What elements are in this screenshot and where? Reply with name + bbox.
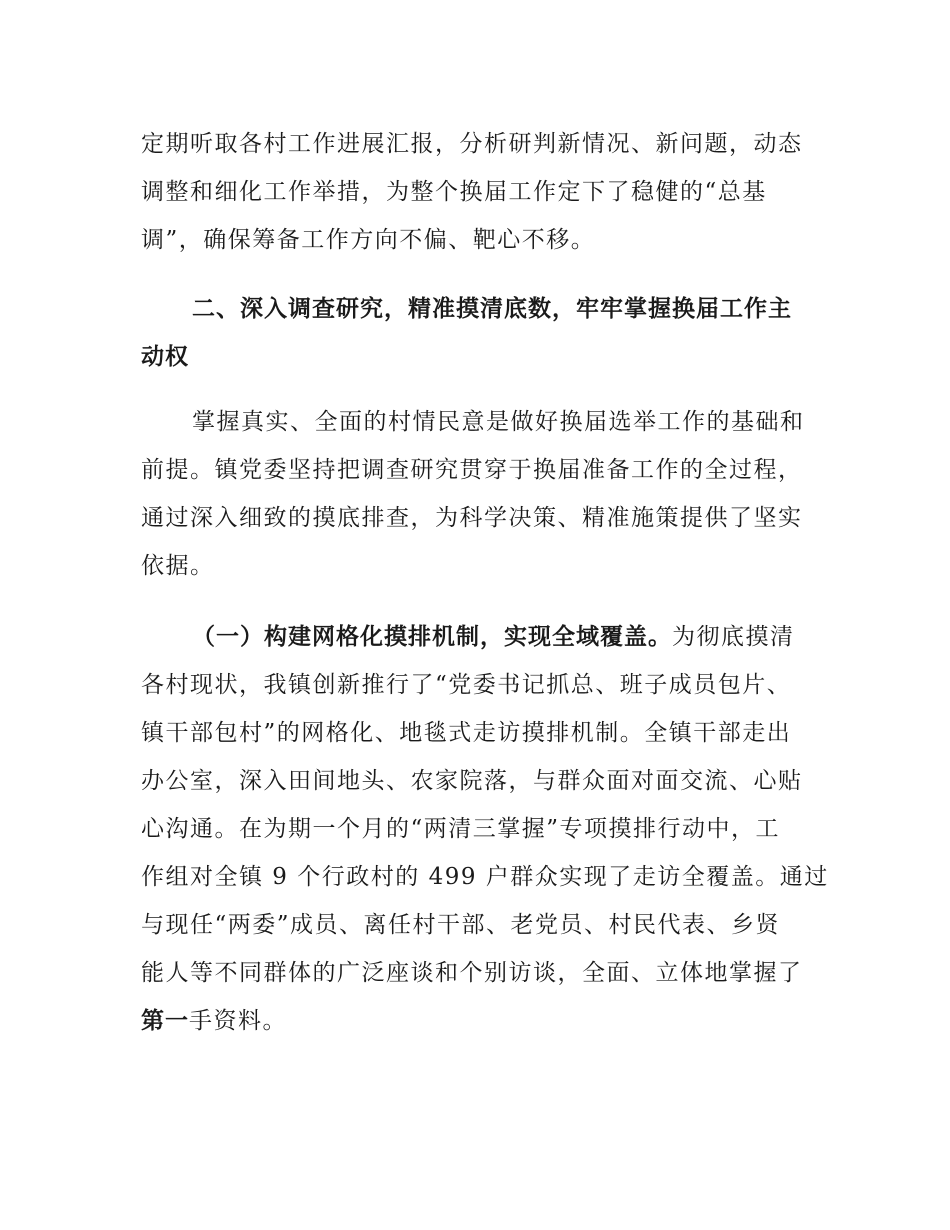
paragraph-line: 调”，确保筹备工作方向不偏、靶心不移。 (141, 227, 596, 253)
paragraph-line: 定期听取各村工作进展汇报，分析研判新情况、新问题，动态 (141, 131, 803, 157)
paragraph-line: 掌握真实、全面的村情民意是做好换届选举工作的基础和 (192, 409, 805, 435)
paragraph-line: 镇干部包村”的网格化、地毯式走访摸排机制。全镇干部走出 (141, 720, 792, 746)
paragraph-line: 能人等不同群体的广泛座谈和个别访谈，全面、立体地掌握了 (141, 960, 803, 986)
lead-rest-text: 为彻底摸清 (672, 624, 795, 650)
heading-line: 动权 (141, 344, 189, 370)
paragraph-line: 与现任“两委”成员、离任村干部、老党员、村民代表、乡贤 (141, 912, 781, 938)
paragraph-3 (141, 613, 829, 1045)
paragraph-line: 心沟通。在为期一个月的“两清三掌握”专项摸排行动中，工 (141, 816, 781, 842)
paragraph-line: 办公室，深入田间地头、农家院落，与群众面对面交流、心贴 (141, 768, 803, 794)
paragraph-line: 作组对全镇 9 个行政村的 499 户群众实现了走访全覆盖。通过 (141, 864, 829, 890)
paragraph-line: 各村现状，我镇创新推行了“党委书记抓总、班子成员包片、 (141, 672, 792, 698)
last-rest-text: 手资料。 (189, 1008, 287, 1034)
paragraph-line: 通过深入细致的摸底排查，为科学决策、精准施策提供了坚实 (141, 505, 803, 531)
paragraph-1 (141, 120, 811, 264)
paragraph-last-line (141, 997, 811, 1045)
subheading-bold: （一）构建网格化摸排机制，实现全域覆盖。 (192, 624, 672, 650)
heading-line: 二、深入调查研究，精准摸清底数，牢牢掌握换届工作主 (192, 296, 792, 322)
paragraph-2 (141, 398, 811, 590)
paragraph-line: 依据。 (141, 553, 215, 579)
section-heading (141, 285, 811, 381)
paragraph-lead-line (141, 613, 811, 661)
paragraph-line: 前提。镇党委坚持把调查研究贯穿于换届准备工作的全过程， (141, 457, 803, 483)
paragraph-line: 调整和细化工作举措，为整个换届工作定下了稳健的“总基 (141, 179, 767, 205)
last-bold-text: 第一 (141, 1008, 189, 1034)
